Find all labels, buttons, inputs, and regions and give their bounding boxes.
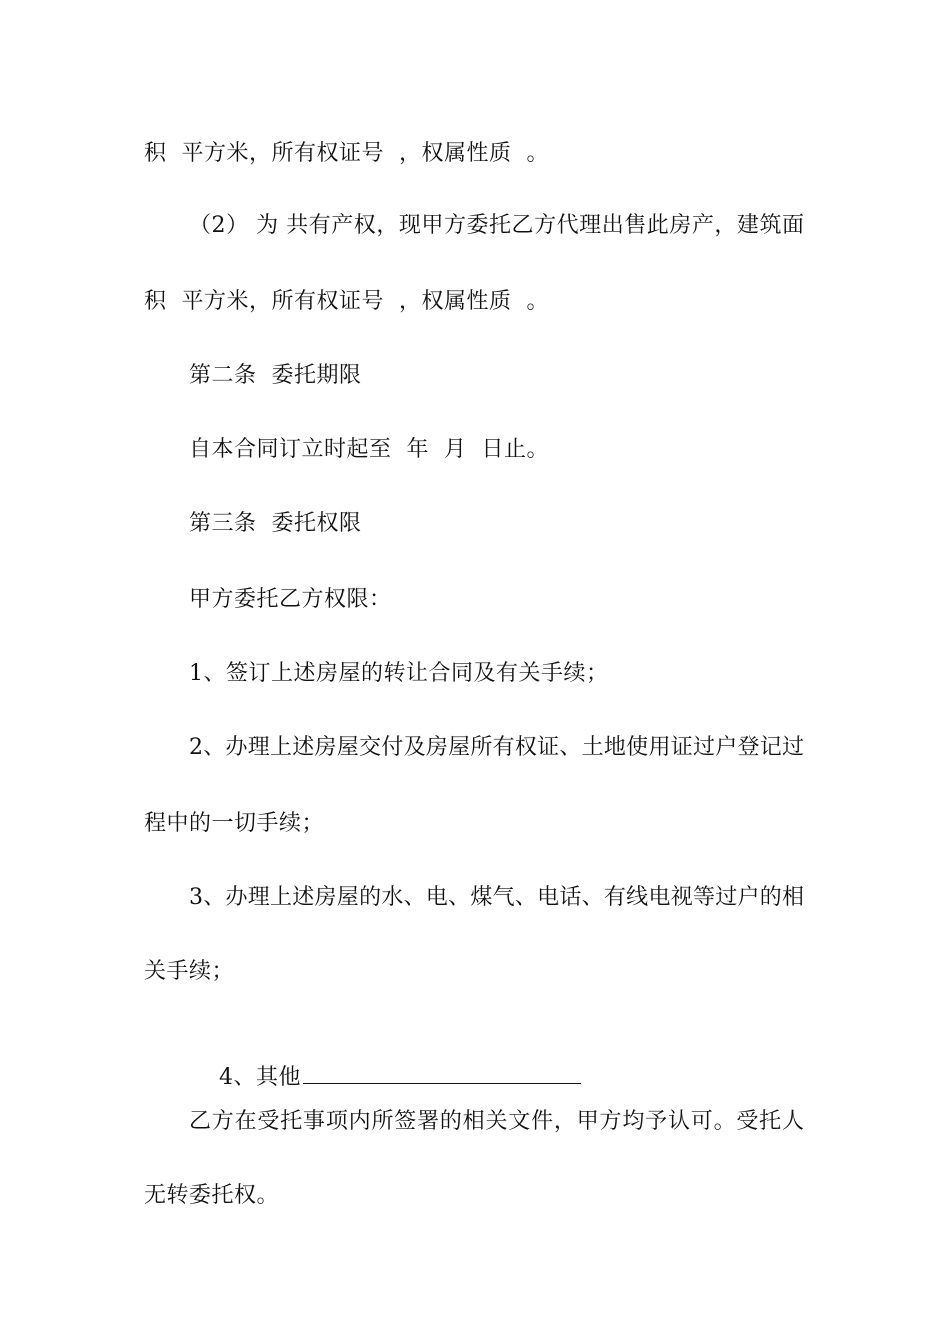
list-item-1: 1、签订上述房屋的转让合同及有关手续； — [189, 661, 609, 686]
paragraph-2-line-2: 积 平方米，所有权证号 ，权属性质 。 — [144, 289, 549, 314]
article-3-title: 第三条 委托权限 — [189, 511, 362, 536]
article-2-body: 自本合同订立时起至 年 月 日止。 — [189, 437, 549, 462]
list-item-4-label: 4、其他 — [218, 1065, 301, 1090]
paragraph-1-line-1: 积 平方米，所有权证号 ，权属性质 。 — [144, 141, 549, 166]
list-item-2-line-2: 程中的一切手续； — [144, 811, 325, 836]
fill-in-blank-line — [303, 1063, 581, 1084]
article-3-intro: 甲方委托乙方权限： — [189, 587, 392, 612]
article-2-title: 第二条 委托期限 — [189, 363, 362, 388]
closing-paragraph-line-1: 乙方在受托事项内所签署的相关文件，甲方均予认可。受托人 — [189, 1109, 804, 1134]
list-item-2-line-1: 2、办理上述房屋交付及房屋所有权证、土地使用证过户登记过 — [189, 735, 804, 760]
list-item-3-line-1: 3、办理上述房屋的水、电、煤气、电话、有线电视等过户的相 — [189, 885, 804, 910]
closing-paragraph-line-2: 无转委托权。 — [144, 1183, 280, 1208]
paragraph-2-line-1: （2） 为 共有产权，现甲方委托乙方代理出售此房产，建筑面 — [189, 213, 804, 238]
list-item-3-line-2: 关手续； — [144, 959, 235, 984]
